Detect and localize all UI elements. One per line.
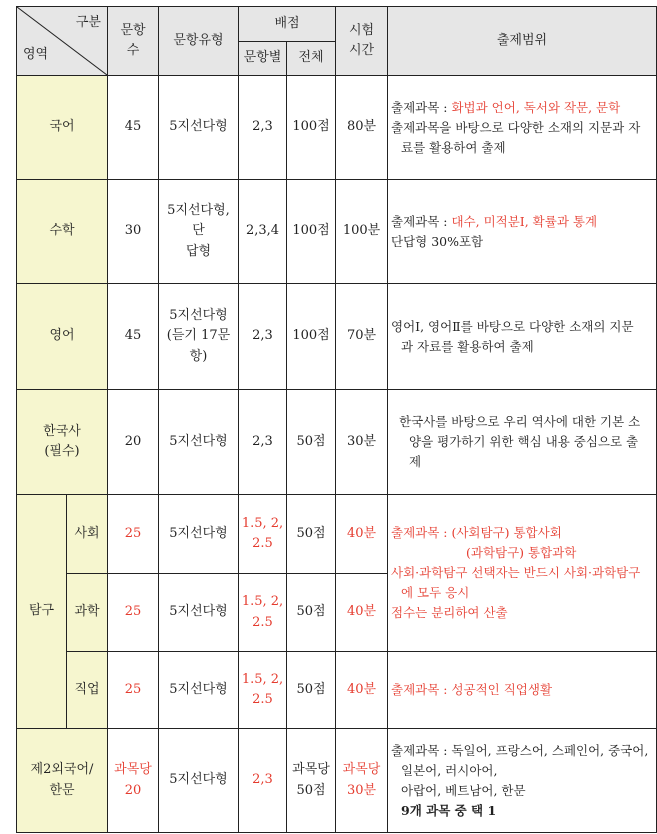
scope-math-line1 [391,212,654,232]
type-english-line2: (듣기 17문항) [166,328,231,364]
row-inquiry-job [17,652,657,729]
area-inquiry-science: 과학 [67,574,108,652]
count-korean: 45 [108,76,159,180]
scope-second-language-line4: 9개 과목 중 택 1 [401,802,497,818]
points-math: 2,3,4 [239,180,287,284]
scope-history-line3: 제 [409,454,422,469]
scope-second-language [388,729,657,833]
scope-korean-prefix: 출제과목 : [391,99,452,115]
area-second-language-line2: 한문 [49,782,75,798]
scope-korean-line2: 출제과목을 바탕으로 다양한 소재의 지문과 자 [391,119,641,135]
type-math-line2: 답형 [185,243,212,259]
area-history-line1: 한국사 [43,423,81,439]
area-history [17,390,108,495]
scope-inquiry-line5: 점수는 분리하여 산출 [391,605,508,620]
header-count-line1: 문항 [120,22,146,38]
time-math: 100분 [336,180,388,284]
points-science-line1: 1.5, 2, [241,594,284,610]
time-second-language [336,729,388,833]
area-inquiry: 탐구 [17,495,67,729]
scope-english [388,284,657,390]
type-korean: 5지선다형 [159,76,239,180]
total-math: 100점 [287,180,336,284]
count-history: 20 [108,390,159,495]
scope-korean-line3: 료를 활용하여 출제 [401,139,506,155]
area-history-line2: (필수) [44,444,80,459]
total-second-language [287,729,336,833]
points-second-language: 2,3 [239,729,287,833]
time-second-language-line1: 과목당 [342,762,381,778]
scope-inquiry-line1: 출제과목 : (사회탐구) 통합사회 [391,525,562,540]
points-job [239,652,287,729]
exam-table-wrapper [16,6,657,833]
area-second-language [17,729,108,833]
area-second-language-line1: 제2외국어/ [30,762,94,778]
scope-job: 출제과목 : 성공적인 직업생활 [388,652,657,729]
header-count [108,7,159,76]
exam-structure-table [16,6,657,833]
scope-history-line1: 한국사를 바탕으로 우리 역사에 대한 기본 소 [399,414,641,429]
row-second-language [17,729,657,833]
time-social: 40분 [336,495,388,574]
type-english [159,284,239,390]
total-second-language-line2: 50점 [296,782,326,798]
count-job: 25 [108,652,159,729]
total-second-language-line1: 과목당 [292,762,330,778]
type-social: 5지선다형 [159,495,239,574]
header-count-line2: 수 [126,43,140,58]
total-job: 50점 [287,652,336,729]
time-korean: 80분 [336,76,388,180]
scope-inquiry [388,495,657,652]
points-job-line1: 1.5, 2, [241,671,284,687]
time-second-language-line2: 30분 [346,782,377,798]
time-english: 70분 [336,284,388,390]
points-korean: 2,3 [239,76,287,180]
header-scope: 출제범위 [388,7,657,76]
count-second-language [108,729,159,833]
type-english-line1: 5지선다형 [169,308,228,324]
type-science: 5지선다형 [159,574,239,652]
time-job: 40분 [336,652,388,729]
total-english: 100점 [287,284,336,390]
scope-second-language-line3: 아랍어, 베트남어, 한문 [401,782,526,798]
row-history [17,390,657,495]
header-points-each: 문항별 [239,42,287,76]
points-science-line2: 2.5 [252,614,273,630]
total-social: 50점 [287,495,336,574]
scope-korean-line1 [391,98,654,118]
scope-second-language-line2: 일본어, 러시아어, [401,762,498,778]
points-social [239,495,287,574]
type-math [159,180,239,284]
area-inquiry-job: 직업 [67,652,108,729]
points-science [239,574,287,652]
scope-inquiry-line4: 에 모두 응시 [401,585,470,600]
total-science: 50점 [287,574,336,652]
time-science: 40분 [336,574,388,652]
total-history: 50점 [287,390,336,495]
header-points: 배점 [239,7,336,42]
scope-inquiry-line2: (과학탐구) 통합과학 [466,545,577,560]
scope-korean [388,76,657,180]
count-math: 30 [108,180,159,284]
scope-math-line2: 단답형 30%포함 [391,233,484,249]
row-english [17,284,657,390]
time-history: 30분 [336,390,388,495]
header-type: 문항유형 [159,7,239,76]
scope-history-line2: 양을 평가하기 위한 핵심 내용 중심으로 출 [409,434,639,449]
points-social-line1: 1.5, 2, [241,515,284,531]
area-english: 영어 [17,284,108,390]
type-math-line1: 5지선다형, 단 [167,203,230,239]
area-inquiry-social: 사회 [67,495,108,574]
type-second-language: 5지선다형 [159,729,239,833]
scope-korean-subjects: 화법과 언어, 독서와 작문, 문학 [451,99,621,115]
header-corner-cell [17,7,108,76]
scope-english-line2: 과 자료를 활용하여 출제 [401,338,534,354]
points-history: 2,3 [239,390,287,495]
header-points-total: 전체 [287,42,336,76]
count-second-language-line2: 20 [124,782,142,798]
scope-math [388,180,657,284]
scope-history [388,390,657,495]
header-time [336,7,388,76]
header-time-line2: 시간 [348,43,375,58]
row-korean [17,76,657,180]
type-job: 5지선다형 [159,652,239,729]
row-math [17,180,657,284]
points-english: 2,3 [239,284,287,390]
count-science: 25 [108,574,159,652]
area-korean: 국어 [17,76,108,180]
header-gubun: 구분 [75,15,101,30]
count-english: 45 [108,284,159,390]
scope-math-prefix: 출제과목 : [391,213,452,229]
scope-english-line1: 영어Ⅰ, 영어Ⅱ를 바탕으로 다양한 소재의 지문 [391,318,634,334]
total-korean: 100점 [287,76,336,180]
header-youngyeok: 영역 [23,46,49,62]
type-history: 5지선다형 [159,390,239,495]
scope-second-language-line1: 출제과목 : 독일어, 프랑스어, 스페인어, 중국어, [391,742,649,758]
header-row-1 [17,7,657,42]
scope-inquiry-line3: 사회·과학탐구 선택자는 반드시 사회·과학탐구 [391,565,641,580]
points-job-line2: 2.5 [252,692,273,707]
count-second-language-line1: 과목당 [114,762,152,778]
header-time-line1: 시험 [348,22,375,38]
count-social: 25 [108,495,159,574]
scope-math-subjects: 대수, 미적분Ⅰ, 확률과 통계 [451,213,598,229]
row-inquiry-social [17,495,657,574]
points-social-line2: 2.5 [252,536,273,551]
area-math: 수학 [17,180,108,284]
